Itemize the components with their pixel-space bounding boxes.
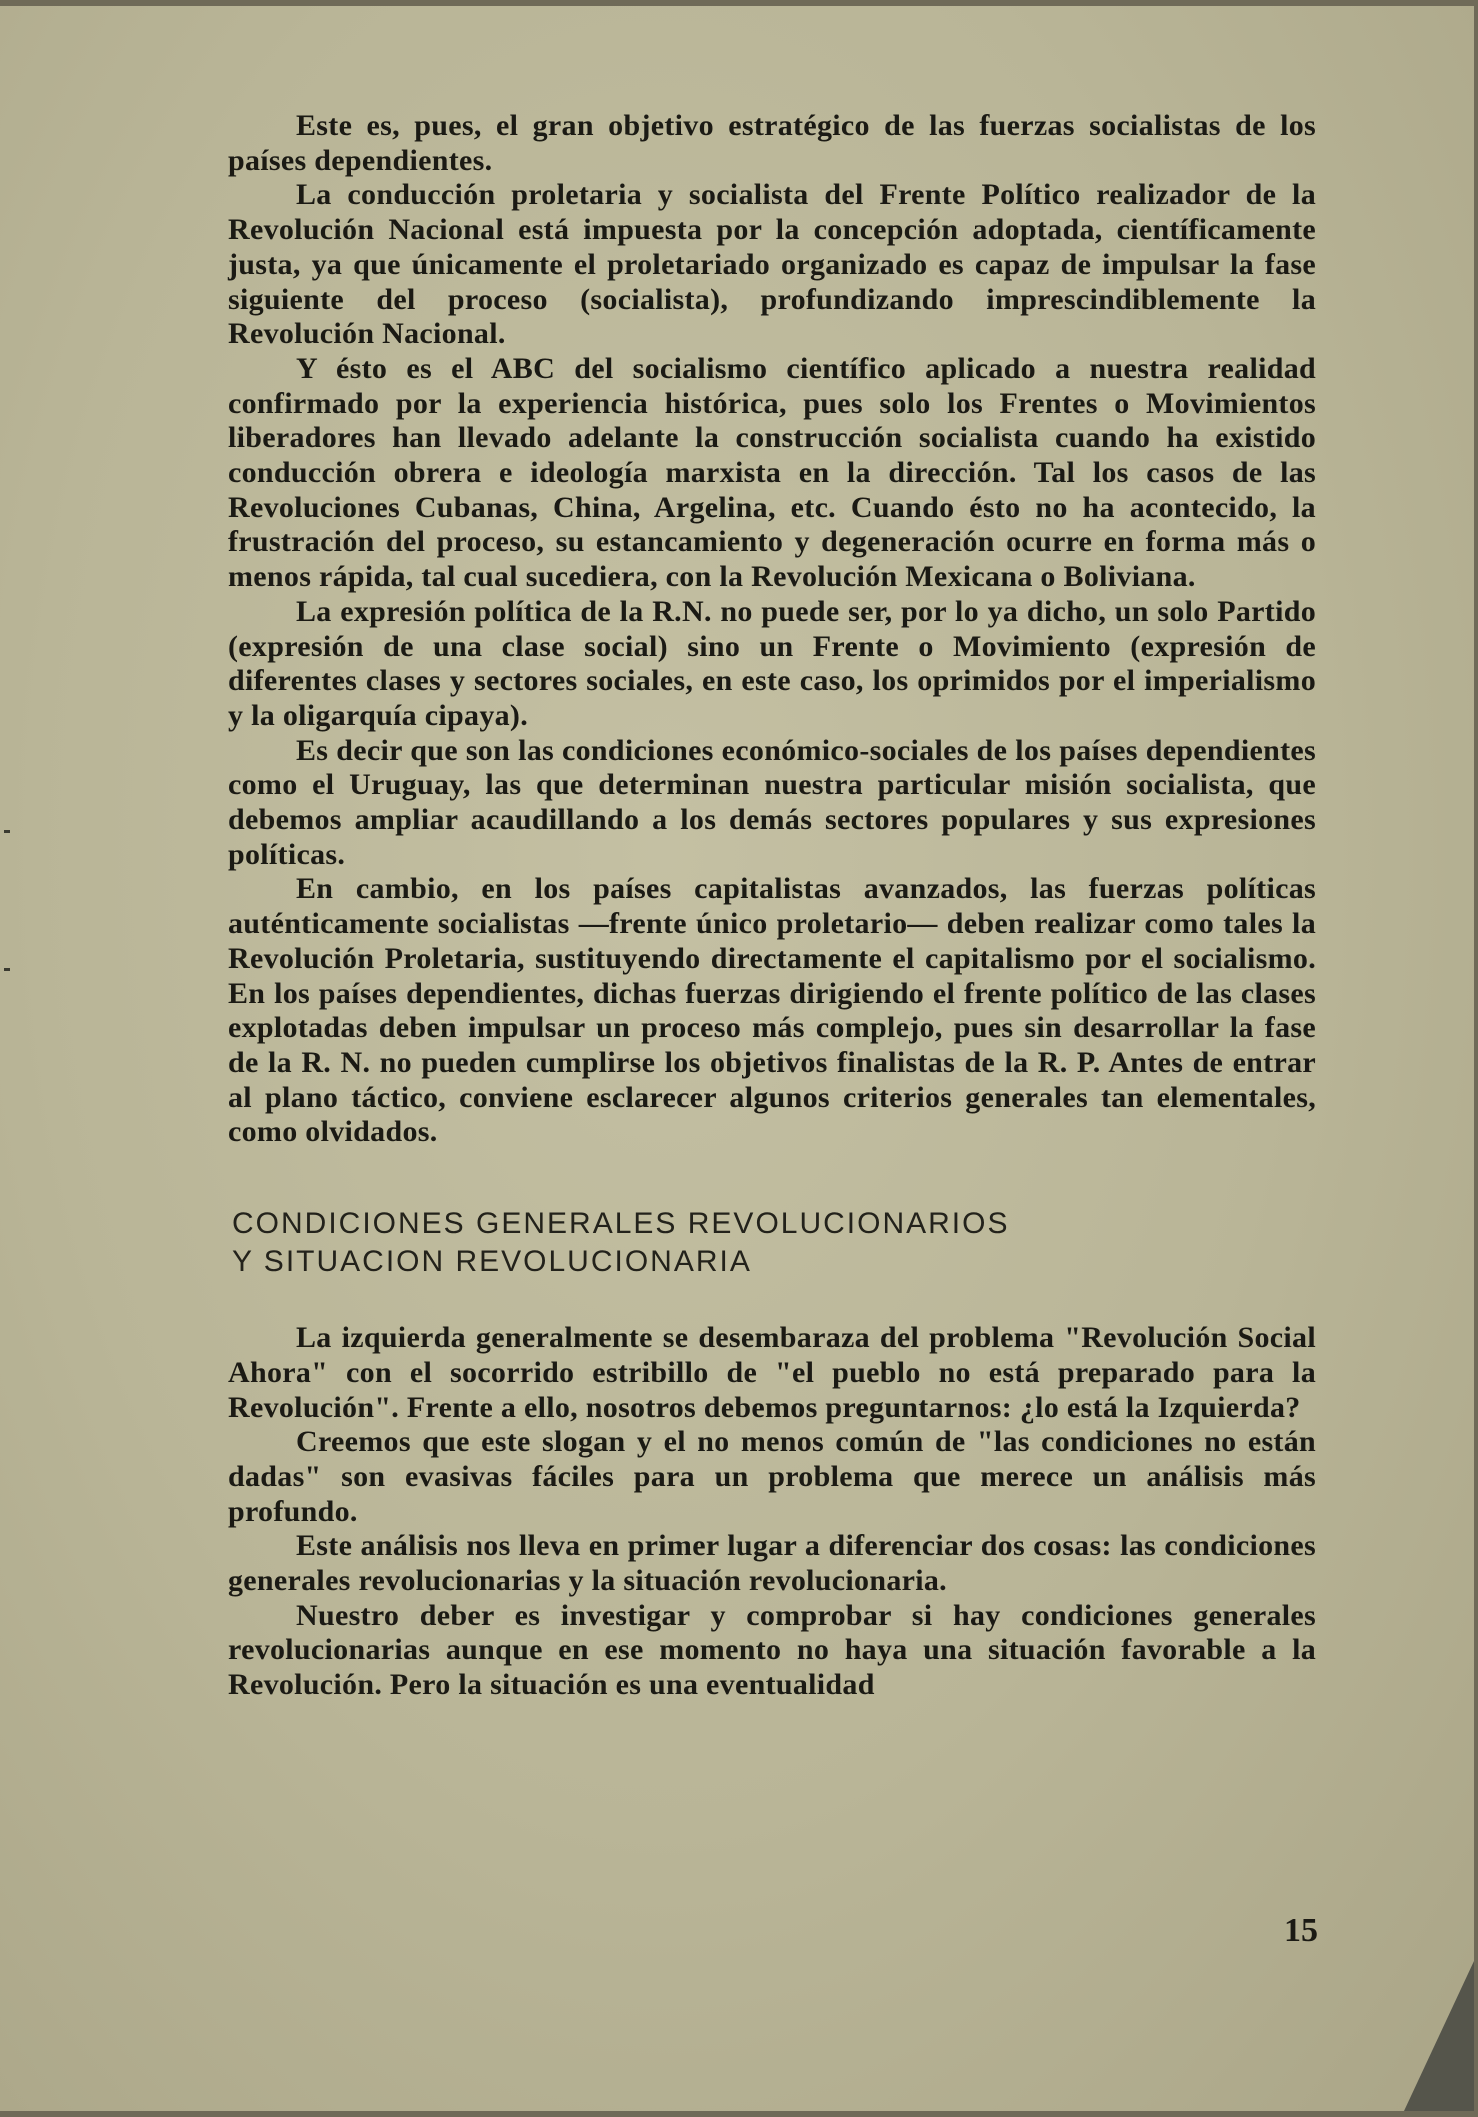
- page-edge-mark: [4, 968, 10, 971]
- paragraph: La conducción proletaria y socialista del Frente Político realizador de la Revolución Nacional está impuesta por la concepción adoptada, científicamente justa, ya que únicamente el proletariado organizado es capaz de impulsar la fase siguiente del proceso (socialista), profundizando imprescindiblemente la Revolución Nacional.: [228, 178, 1316, 351]
- page-content: [228, 109, 1316, 1703]
- book-page: [0, 6, 1474, 2111]
- paragraph: Este es, pues, el gran objetivo estratégico de las fuerzas socialistas de los países dependientes.: [228, 109, 1316, 177]
- paragraph: La expresión política de la R.N. no puede ser, por lo ya dicho, un solo Partido (expresión de una clase social) sino un Frente o Movimiento (expresión de diferentes clases y sectores sociales, en este caso, los oprimidos por el imperialismo y la oligarquía cipaya).: [228, 594, 1316, 732]
- paragraph: En cambio, en los países capitalistas avanzados, las fuerzas políticas auténticamente socialistas —frente único proletario— deben realizar como tales la Revolución Proletaria, sustituyendo directamente el capitalismo por el socialismo. En los países dependientes, dichas fuerzas dirigiendo el frente político de las clases explotadas deben impulsar un proceso más complejo, pues sin desarrollar la fase de la R. N. no pueden cumplirse los objetivos finalistas de la R. P. Antes de entrar al plano táctico, conviene esclarecer algunos criterios generales tan elementales, como olvidados.: [228, 872, 1316, 1149]
- paragraph: Y ésto es el ABC del socialismo científico aplicado a nuestra realidad confirmado por la experiencia histórica, pues solo los Frentes o Movimientos liberadores han llevado adelante la construcción socialista cuando ha existido conducción obrera e ideología marxista en la dirección. Tal los casos de las Revoluciones Cubanas, China, Argelina, etc. Cuando ésto no ha acontecido, la frustración del proceso, su estancamiento y degeneración ocurre en forma más o menos rápida, tal cual sucediera, con la Revolución Mexicana o Boliviana.: [228, 351, 1316, 594]
- page-number: 15: [1284, 1912, 1318, 1949]
- page-corner-shadow: [1404, 1961, 1474, 2111]
- section-heading: [232, 1205, 1316, 1281]
- section-heading-line: Y SITUACION REVOLUCIONARIA: [232, 1245, 752, 1279]
- paragraph: Este análisis nos lleva en primer lugar a diferenciar dos cosas: las condiciones generales revolucionarias y la situación revolucionaria.: [228, 1529, 1316, 1598]
- spacer: [228, 1281, 1316, 1321]
- section-heading-line: CONDICIONES GENERALES REVOLUCIONARIOS: [232, 1207, 1010, 1241]
- paragraph: Nuestro deber es investigar y comprobar si hay condiciones generales revolucionarias aunque en ese momento no haya una situación favorable a la Revolución. Pero la situación es una eventualidad: [228, 1598, 1316, 1702]
- paragraph: Creemos que este slogan y el no menos común de "las condiciones no están dadas" son evasivas fáciles para un problema que merece un análisis más profundo.: [228, 1425, 1316, 1528]
- paragraph: Es decir que son las condiciones económico-sociales de los países dependientes como el Uruguay, las que determinan nuestra particular misión socialista, que debemos ampliar acaudillando a los demás sectores populares y sus expresiones políticas.: [228, 733, 1316, 871]
- page-edge-mark: [4, 830, 10, 833]
- paragraph: La izquierda generalmente se desembaraza del problema "Revolución Social Ahora" con el socorrido estribillo de "el pueblo no está preparado para la Revolución". Frente a ello, nosotros debemos preguntarnos: ¿lo está la Izquierda?: [228, 1321, 1316, 1424]
